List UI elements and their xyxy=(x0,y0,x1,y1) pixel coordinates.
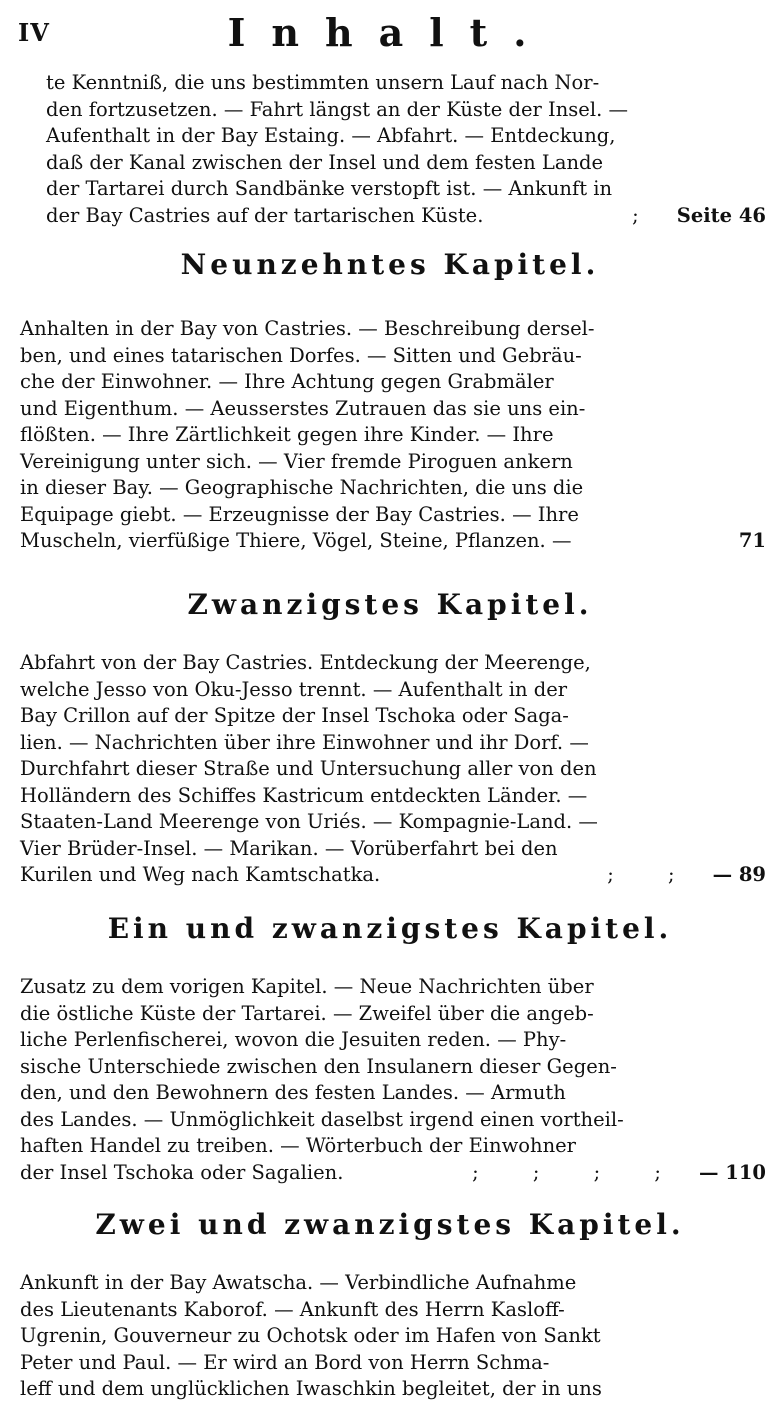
text-line: Kurilen und Weg nach Kamtschatka. xyxy=(20,863,381,886)
chapter-title: Ein und zwanzigstes Kapitel. xyxy=(107,912,673,945)
text-line: Abfahrt von der Bay Castries. Entdeckung der Meerenge, xyxy=(20,651,591,674)
running-head: Inhalt. xyxy=(227,10,553,55)
text-line: Ugrenin, Gouverneur zu Ochotsk oder im Hafen von Sankt xyxy=(20,1324,601,1347)
leader-dots: ; ; ; ; xyxy=(472,1160,685,1184)
text-line: des Landes. — Unmöglichkeit daselbst irgend einen vortheil- xyxy=(20,1107,624,1131)
text-line: sische Unterschiede zwischen den Insulanern dieser Gegen- xyxy=(20,1054,617,1078)
text-line: liche Perlenfischerei, wovon die Jesuiten reden. — Phy- xyxy=(20,1028,567,1051)
page-ref: — 89 xyxy=(712,863,766,886)
text-line: den, und den Bewohnern des festen Landes. — Armuth xyxy=(20,1081,566,1104)
leader-dots: ; ; xyxy=(607,863,699,886)
text-line: Peter und Paul. — Er wird an Bord von Herrn Schma- xyxy=(20,1350,550,1374)
text-line: haften Handel zu treiben. — Wörterbuch der Einwohner xyxy=(20,1134,577,1157)
chapter-summary xyxy=(20,1270,766,1403)
chapter-summary xyxy=(20,974,766,1186)
text-line: welche Jesso von Oku-Jesso trennt. — Aufenthalt in der xyxy=(20,677,568,701)
text-line: Staaten-Land Meerenge von Uriés. — Kompagnie-Land. — xyxy=(20,810,598,833)
text-line: Equipage giebt. — Erzeugnisse der Bay Castries. — Ihre xyxy=(20,502,579,526)
page-number: IV xyxy=(18,18,50,47)
text-line: der Insel Tschoka oder Sagalien. xyxy=(20,1160,344,1184)
chapter-title: Neunzehntes Kapitel. xyxy=(180,248,600,281)
text-line: Zusatz zu dem vorigen Kapitel. — Neue Nachrichten über xyxy=(20,975,594,998)
text-line: te Kenntniß, die uns bestimmten unsern Lauf nach Nor- xyxy=(46,71,600,94)
page-ref: Seite 46 xyxy=(676,203,766,227)
text-line: daß der Kanal zwischen der Insel und dem festen Lande xyxy=(46,150,604,174)
text-line: die östliche Küste der Tartarei. — Zweifel über die angeb- xyxy=(20,1001,594,1025)
text-line: Bay Crillon auf der Spitze der Insel Tschoka oder Saga- xyxy=(20,704,569,727)
page-ref: 71 xyxy=(738,529,766,552)
chapter-title: Zwei und zwanzigstes Kapitel. xyxy=(95,1208,685,1241)
text-line: und Eigenthum. — Aeusserstes Zutrauen das sie uns ein- xyxy=(20,396,586,420)
text-line: Durchfahrt dieser Straße und Untersuchung aller von den xyxy=(20,757,597,780)
text-line: der Tartarei durch Sandbänke verstopft ist. — Ankunft in xyxy=(46,177,613,200)
toc-entry-line xyxy=(46,203,766,230)
text-line: che der Einwohner. — Ihre Achtung gegen Grabmäler xyxy=(20,370,554,393)
toc-entry-line xyxy=(20,1160,766,1187)
text-line: Muscheln, vierfüßige Thiere, Vögel, Steine, Pflanzen. — xyxy=(20,529,572,552)
text-line: Aufenthalt in der Bay Estaing. — Abfahrt. — Entdeckung, xyxy=(46,124,616,147)
text-line: den fortzusetzen. — Fahrt längst an der Küste der Insel. — xyxy=(46,97,628,121)
toc-entry-line xyxy=(20,528,766,555)
text-line: in dieser Bay. — Geographische Nachrichten, die uns die xyxy=(20,476,584,499)
text-line: leff und dem unglücklichen Iwaschkin begleitet, der in uns xyxy=(20,1377,602,1400)
text-line: Ankunft in der Bay Awatscha. — Verbindliche Aufnahme xyxy=(20,1271,577,1294)
text-line: der Bay Castries auf der tartarischen Küste. xyxy=(46,203,484,227)
text-line: des Lieutenants Kaborof. — Ankunft des Herrn Kasloff- xyxy=(20,1297,565,1321)
text-line: lien. — Nachrichten über ihre Einwohner und ihr Dorf. — xyxy=(20,730,589,754)
chapter-summary xyxy=(20,650,766,889)
text-line: Vier Brüder-Insel. — Marikan. — Vorüberfahrt bei den xyxy=(20,836,558,860)
text-line: Holländern des Schiffes Kastricum entdeckten Länder. — xyxy=(20,783,588,807)
intro-paragraph xyxy=(46,70,766,229)
chapter-summary xyxy=(20,316,766,555)
text-line: ben, und eines tatarischen Dorfes. — Sitten und Gebräu- xyxy=(20,343,582,367)
text-line: Anhalten in der Bay von Castries. — Beschreibung dersel- xyxy=(20,317,595,340)
leader-dots: ; xyxy=(632,203,663,227)
toc-entry-line xyxy=(20,862,766,889)
text-line: flößten. — Ihre Zärtlichkeit gegen ihre Kinder. — Ihre xyxy=(20,423,554,446)
chapter-title: Zwanzigstes Kapitel. xyxy=(187,588,593,621)
text-line: Vereinigung unter sich. — Vier fremde Piroguen ankern xyxy=(20,449,573,473)
page-ref: — 110 xyxy=(699,1160,766,1184)
